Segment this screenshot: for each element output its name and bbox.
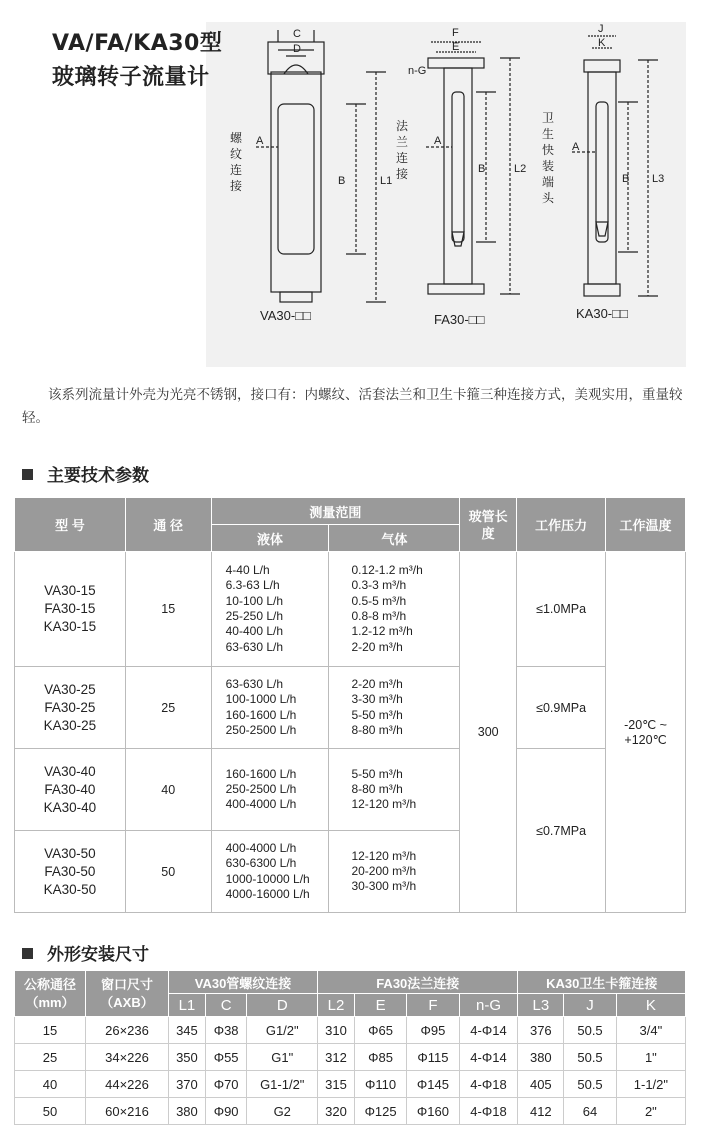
svg-text:连: 连: [230, 163, 243, 177]
temperature-cell: -20℃ ~ +120℃: [606, 552, 686, 913]
liquid-cell: 63-630 L/h 100-1000 L/h 160-1600 L/h 250-2500 L/h: [211, 667, 329, 749]
fa-dim-e: E: [452, 41, 460, 53]
spec-header-temp: 工作温度: [606, 498, 686, 552]
liquid-cell: 400-4000 L/h 630-6300 L/h 1000-10000 L/h 4000-16000 L/h: [211, 831, 329, 913]
ka-dim-k: K: [598, 37, 606, 49]
models-cell: VA30-50 FA30-50 KA30-50: [15, 831, 126, 913]
pressure-cell: ≤0.9MPa: [517, 667, 606, 749]
svg-text:装: 装: [542, 159, 555, 173]
pressure-cell: ≤1.0MPa: [517, 552, 606, 667]
svg-text:法: 法: [396, 119, 409, 133]
table-row: [15, 749, 686, 831]
ka-dim-l: L3: [652, 173, 665, 185]
page-title: VA/FA/KA30型: [52, 31, 223, 56]
pressure-cell: ≤0.7MPa: [517, 749, 606, 913]
dims-section-heading: 外形安装尺寸: [22, 940, 149, 965]
gas-cell: 0.12-1.2 m³/h 0.3-3 m³/h 0.5-5 m³/h 0.8-8 m³/h 1.2-12 m³/h 2-20 m³/h: [329, 552, 460, 667]
va-dim-c: C: [293, 28, 301, 40]
svg-text:生: 生: [542, 127, 555, 141]
spec-header-pressure: 工作压力: [517, 498, 606, 552]
dims-header-dn: 公称通径 （mm）: [15, 971, 86, 1017]
dn-cell: 15: [125, 552, 211, 667]
svg-text:卫: 卫: [542, 111, 555, 125]
svg-text:接: 接: [230, 179, 243, 193]
dims-header-fa: FA30法兰连接: [318, 971, 518, 994]
tube-length-cell: 300: [460, 552, 517, 913]
svg-text:头: 头: [542, 191, 555, 205]
models-cell: VA30-40 FA30-40 KA30-40: [15, 749, 126, 831]
gas-cell: 2-20 m³/h 3-30 m³/h 5-50 m³/h 8-80 m³/h: [329, 667, 460, 749]
svg-text:兰: 兰: [396, 135, 409, 149]
table-row: 40 44×226 370 Φ70 G1-1/2" 315 Φ110 Φ145 4-Φ18 405 50.5 1-1/2": [15, 1071, 686, 1098]
dims-subheader: L1: [169, 994, 206, 1017]
fa-dim-l: L2: [514, 163, 527, 175]
dims-header-ka: KA30卫生卡箍连接: [518, 971, 686, 994]
va-caption: VA30-□□: [260, 308, 311, 323]
table-row: [15, 552, 686, 667]
dims-subheader: K: [616, 994, 685, 1017]
table-row: 15 26×236 345 Φ38 G1/2" 310 Φ65 Φ95 4-Φ14 376 50.5 3/4": [15, 1017, 686, 1044]
ka-dim-b: B: [622, 173, 630, 185]
svg-text:纹: 纹: [230, 147, 243, 161]
dims-subheader: D: [247, 994, 318, 1017]
fa-dim-f: F: [452, 27, 459, 39]
dn-cell: 50: [125, 831, 211, 913]
dims-subheader: L2: [318, 994, 355, 1017]
table-row: 25 34×226 350 Φ55 G1" 312 Φ85 Φ115 4-Φ14 380 50.5 1": [15, 1044, 686, 1071]
dims-subheader: C: [205, 994, 247, 1017]
spec-table: [14, 497, 686, 913]
spec-section-heading: 主要技术参数: [22, 461, 149, 486]
svg-text:端: 端: [542, 175, 555, 189]
spec-header-model: 型 号: [15, 498, 126, 552]
svg-text:连: 连: [396, 151, 409, 165]
liquid-cell: 160-1600 L/h 250-2500 L/h 400-4000 L/h: [211, 749, 329, 831]
square-bullet-icon: [22, 469, 33, 480]
fa-dim-ng: n-G: [408, 65, 427, 77]
dims-subheader: J: [564, 994, 617, 1017]
dims-header-window: 窗口尺寸 （AXB）: [86, 971, 169, 1017]
ka-dim-j: J: [598, 23, 604, 35]
va-dim-a: A: [256, 135, 264, 147]
liquid-cell: 4-40 L/h 6.3-63 L/h 10-100 L/h 25-250 L/h 40-400 L/h 63-630 L/h: [211, 552, 329, 667]
va-dim-b: B: [338, 175, 346, 187]
svg-text:螺: 螺: [230, 131, 243, 145]
gas-cell: 12-120 m³/h 20-200 m³/h 30-300 m³/h: [329, 831, 460, 913]
square-bullet-icon: [22, 948, 33, 959]
spec-header-range: 测量范围: [211, 498, 460, 525]
fa-caption: FA30-□□: [434, 312, 485, 327]
dn-cell: 25: [125, 667, 211, 749]
gas-cell: 5-50 m³/h 8-80 m³/h 12-120 m³/h: [329, 749, 460, 831]
spec-header-liquid: 液体: [211, 525, 329, 552]
models-cell: VA30-15 FA30-15 KA30-15: [15, 552, 126, 667]
spec-header-tube: 玻管长度: [460, 498, 517, 552]
fa-dim-a: A: [434, 135, 442, 147]
dims-header-va: VA30管螺纹连接: [169, 971, 318, 994]
dims-table: [14, 970, 686, 1125]
va-dim-d: D: [293, 43, 301, 55]
models-cell: VA30-25 FA30-25 KA30-25: [15, 667, 126, 749]
spec-header-gas: 气体: [329, 525, 460, 552]
ka-caption: KA30-□□: [576, 306, 628, 321]
va-dim-l: L1: [380, 175, 393, 187]
dims-subheader: E: [354, 994, 406, 1017]
dims-subheader: F: [407, 994, 459, 1017]
table-row: [15, 667, 686, 749]
table-row: 50 60×216 380 Φ90 G2 320 Φ125 Φ160 4-Φ18 412 64 2": [15, 1098, 686, 1125]
product-description: 该系列流量计外壳为光亮不锈钢，接口有：内螺纹、活套法兰和卫生卡箍三种连接方式，美观实用，重量较轻。: [22, 387, 683, 426]
dims-subheader: n-G: [459, 994, 518, 1017]
dims-subheader: L3: [518, 994, 564, 1017]
svg-text:快: 快: [542, 143, 555, 157]
fa-dim-b: B: [478, 163, 486, 175]
page-subtitle: 玻璃转子流量计: [52, 65, 210, 90]
dn-cell: 40: [125, 749, 211, 831]
spec-header-dn: 通 径: [125, 498, 211, 552]
svg-text:接: 接: [396, 167, 409, 181]
ka-dim-a: A: [572, 141, 580, 153]
